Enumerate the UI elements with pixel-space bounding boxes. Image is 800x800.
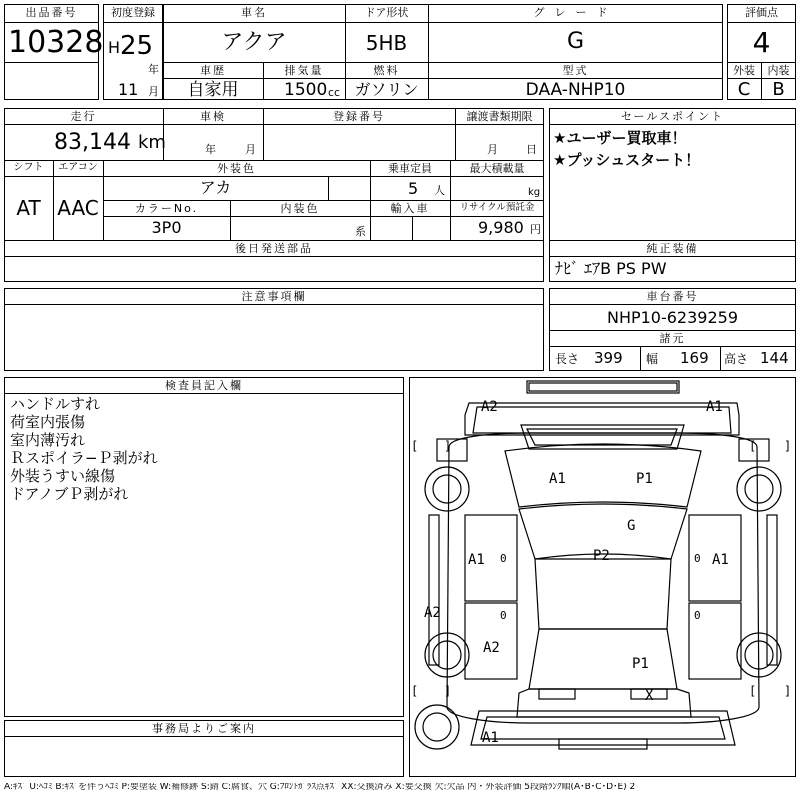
capacity-unit: 人: [434, 184, 445, 197]
registration-label: 登録番号: [333, 110, 385, 123]
chassis-number: NHP10-6239259: [606, 308, 739, 327]
mileage-label: 走行: [70, 110, 97, 123]
first-reg-label: 初度登録: [111, 6, 155, 19]
door-type: 5HB: [365, 31, 408, 55]
later-parts-label: 後日発送部品: [235, 242, 313, 255]
model: DAA-NHP10: [525, 80, 626, 100]
inspection-label: 車検: [200, 110, 226, 123]
mark-front-x: X: [645, 688, 654, 704]
length-label: 長さ: [555, 352, 580, 366]
grade-label: グレード: [533, 6, 618, 19]
transfer-day-unit: 日: [526, 143, 537, 156]
load-label: 最大積載量: [469, 162, 525, 175]
mark-zero-left-2: 0: [500, 609, 507, 622]
insp-month-unit: 月: [245, 143, 256, 156]
height-label: 高さ: [724, 352, 749, 366]
mark-hood-left: A2: [483, 640, 500, 656]
transfer-label: 譲渡書類期限: [466, 110, 533, 123]
mark-door-left: A1: [468, 552, 485, 568]
car-name-label: 車名: [241, 6, 267, 19]
capacity: 5: [408, 179, 419, 198]
inspector-line-5: 外装うすい線傷: [10, 467, 116, 485]
mark-door-right: A1: [712, 552, 729, 568]
door-type-label: ドア形状: [364, 6, 409, 19]
recycle-unit: 円: [530, 223, 541, 236]
bracket-right-close: ]: [784, 439, 792, 453]
model-label: 型式: [562, 64, 589, 77]
mark-side-left: A2: [424, 605, 441, 621]
bracket-left-close: ]: [444, 439, 452, 453]
mark-zero-right-1: 0: [694, 552, 701, 565]
capacity-label: 乗車定員: [388, 162, 432, 175]
bracket-front-left-open: [: [411, 684, 419, 698]
inspector-line-4: Ｒスポイラ−Ｐ剥がれ: [10, 449, 158, 467]
length: 399: [594, 349, 623, 367]
fuel-label: 燃料: [373, 64, 400, 77]
mark-hood-right: P1: [632, 656, 649, 672]
notes-label: 注意事項欄: [241, 290, 307, 303]
inspector-label: 検査員記入欄: [165, 379, 243, 392]
sales-point-label: セールスポイント: [620, 110, 724, 123]
equipment: ﾅﾋﾞ ｴｱB PS PW: [555, 259, 667, 278]
mark-center: P2: [593, 548, 610, 564]
width: 169: [680, 349, 709, 367]
cc-unit: cc: [328, 86, 341, 99]
interior-grade: B: [772, 79, 785, 100]
bracket-right-open: [: [749, 439, 757, 453]
recycle-fee: 9,980: [478, 218, 524, 237]
score-label: 評価点: [745, 6, 778, 19]
displacement-label: 排気量: [284, 64, 324, 77]
grade: G: [566, 29, 585, 54]
transfer-month-unit: 月: [487, 143, 498, 156]
color-no-label: カラーNo.: [134, 202, 199, 215]
sales-point-1: ★ユーザー買取車！: [553, 129, 687, 147]
exterior-grade: C: [737, 79, 751, 100]
mark-rear-left: A2: [481, 399, 498, 415]
bracket-front-left-close: ]: [444, 684, 452, 698]
reg-month: 11: [118, 80, 139, 99]
sales-point-2: ★プッシュスタート！: [553, 151, 701, 169]
import-label: 輸入車: [390, 202, 430, 215]
history-label: 車歴: [200, 64, 226, 77]
ext-color: アカ: [199, 178, 232, 197]
car-name: アクア: [221, 30, 287, 55]
bracket-left-open: [: [411, 439, 419, 453]
mark-rear-right: A1: [706, 399, 723, 415]
reg-year: 25: [120, 31, 154, 61]
mark-zero-right-2: 0: [694, 609, 701, 622]
ext-color-label: 外装色: [217, 162, 256, 175]
legend: A:ｷｽﾞ U:ﾍｺﾐ B:ｷｽﾞを伴うﾍｺﾐ P:要塗装 W:補修跡 S:錆 C:腐食、穴 G:ﾌﾛﾝﾄｶﾞﾗｽ点ｷｽﾞ XX:交換済み X:要交換 欠:欠品 内・外装評価 5段階ﾗﾝｸ順(A･B･C･D･E) 2: [4, 783, 636, 792]
chassis-label: 車台番号: [646, 290, 699, 303]
mark-roof-right: P1: [636, 471, 653, 487]
dims-label: 諸元: [659, 332, 686, 345]
car-body-diagram: [409, 377, 796, 777]
inspector-line-6: ドアノブＰ剥がれ: [10, 485, 129, 503]
displacement: 1500: [284, 80, 328, 100]
recycle-label: リサイクル預託金: [459, 202, 535, 213]
lot-number-label: 出品番号: [25, 6, 78, 19]
month-unit: 月: [148, 85, 159, 98]
year-unit: 年: [148, 63, 159, 76]
ac-label: エアコン: [58, 162, 98, 173]
fuel: ガソリン: [354, 80, 419, 99]
mileage-unit: km: [138, 132, 166, 153]
width-label: 幅: [646, 352, 659, 366]
inspector-line-1: ハンドルすれ: [10, 395, 101, 413]
ac: AAC: [57, 196, 99, 220]
inspector-line-3: 室内薄汚れ: [10, 431, 86, 449]
mark-front-bumper: A1: [482, 730, 499, 746]
era: H: [108, 38, 121, 57]
exterior-label: 外装: [733, 64, 755, 77]
height: 144: [760, 349, 789, 367]
load-unit: kg: [528, 187, 541, 198]
mark-glass: G: [627, 518, 636, 534]
int-color-label: 内装色: [280, 202, 320, 215]
equipment-label: 純正装備: [646, 242, 699, 255]
overall-score: 4: [752, 26, 771, 59]
inspector-line-2: 荷室内張傷: [10, 413, 86, 431]
shift: AT: [16, 196, 41, 220]
interior-label: 内装: [767, 64, 790, 77]
bracket-front-right-close: ]: [784, 684, 792, 698]
lot-number: 10328: [8, 25, 104, 60]
insp-year-unit: 年: [205, 143, 216, 156]
color-no: 3P0: [151, 218, 182, 237]
mark-zero-left-1: 0: [500, 552, 507, 565]
mileage: 83,144: [54, 130, 131, 155]
office-label: 事務局よりご案内: [152, 722, 256, 735]
bracket-front-right-open: [: [749, 684, 757, 698]
mark-roof-left: A1: [549, 471, 566, 487]
shift-label: シフト: [13, 162, 44, 173]
history: 自家用: [187, 80, 239, 100]
int-color-unit: 系: [355, 225, 366, 238]
